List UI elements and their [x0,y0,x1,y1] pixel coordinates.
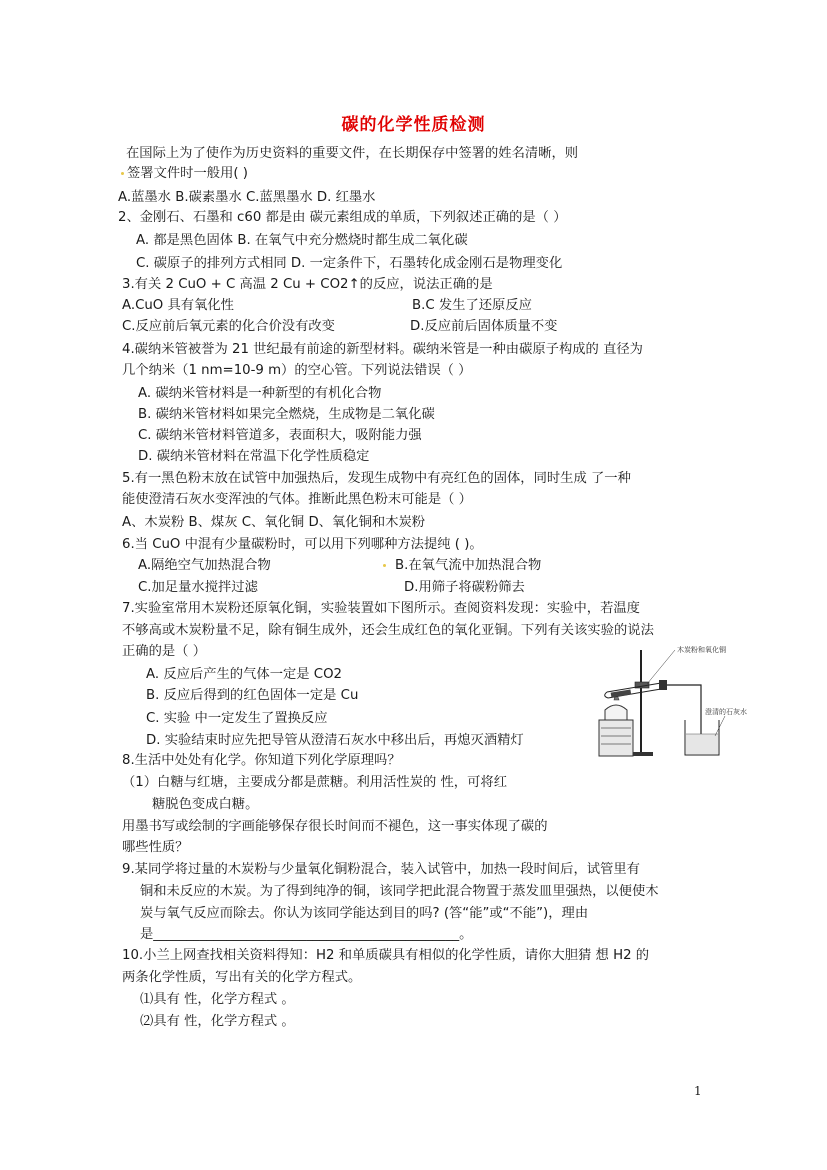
q8-part1-line1: （1）白糖与红塘，主要成分都是蔗糖。利用活性炭的 性，可将红 [122,775,507,790]
q6-option-d: D.用筛子将碳粉筛去 [404,580,525,595]
q9-answer-line: 是______________________________________________。 [140,927,473,942]
q5-stem-1: 5.有一黑色粉末放在试管中加强热后，发现生成物中有亮红色的固体，同时生成 了一种 [122,471,631,486]
q2-stem: 2、金刚石、石墨和 c60 都是由 碳元素组成的单质，下列叙述正确的是（ ） [118,210,567,225]
q7-stem-1: 7.实验室常用木炭粉还原氧化铜，实验装置如下图所示。查阅资料发现：实验中，若温度 [122,601,640,616]
q3-option-c: C.反应前后氧元素的化合价没有改变 [122,319,335,334]
q4-stem-2: 几个纳米（1 nm=10-9 m）的空心管。下列说法错误（ ） [122,363,472,378]
q8-part2-line2: 哪些性质？ [122,840,189,855]
q10-blank-1: ⑴具有 性，化学方程式 。 [140,992,295,1007]
apparatus-diagram [597,642,775,760]
intro-line-2: 签署文件时一般用( ) [118,164,248,184]
q1-options: A.蓝墨水 B.碳素墨水 C.蓝黑墨水 D. 红墨水 [118,190,376,205]
q4-option-a: A. 碳纳米管材料是一种新型的有机化合物 [138,386,382,401]
alcohol-lamp [605,705,627,720]
page-title: 碳的化学性质检测 [341,115,486,135]
q4-stem-1: 4.碳纳米管被誉为 21 世纪最有前途的新型材料。碳纳米管是一种由碳原子构成的 直径为 [122,342,643,357]
figure-label-right: 澄清的石灰水 [705,708,747,716]
q2-options-cd: C. 碳原子的排列方式相同 D. 一定条件下，石墨转化成金刚石是物理变化 [136,256,563,271]
q6-stem: 6.当 CuO 中混有少量碳粉时，可以用下列哪种方法提纯 ( )。 [122,537,483,552]
mark-dot [383,564,386,567]
q2-options-ab: A. 都是黑色固体 B. 在氧气中充分燃烧时都生成二氧化碳 [136,233,468,248]
q5-options: A、木炭粉 B、煤灰 C、氧化铜 D、氧化铜和木炭粉 [122,515,426,530]
q3-option-a: A.CuO 具有氧化性 [122,298,234,313]
q7-option-d: D. 实验结束时应先把导管从澄清石灰水中移出后，再熄灭酒精灯 [146,733,524,748]
mark-dot [121,172,124,175]
q3-stem: 3.有关 2 CuO + C 高温 2 Cu + CO2↑的反应，说法正确的是 [122,277,493,292]
q10-stem-1: 10.小兰上网查找相关资料得知：H2 和单质碳具有相似的化学性质，请你大胆猜 想 H2 的 [122,948,650,963]
page-number: 1 [694,1084,702,1098]
q8-stem: 8.生活中处处有化学。你知道下列化学原理吗？ [122,753,401,768]
apparatus-figure [597,642,775,760]
q4-option-d: D. 碳纳米管材料在常温下化学性质稳定 [138,449,370,464]
beaker [685,720,719,755]
q10-stem-2: 两条化学性质，写出有关的化学方程式。 [122,970,362,985]
q6-option-a: A.隔绝空气加热混合物 [138,558,271,573]
q4-option-c: C. 碳纳米管材料管道多，表面积大，吸附能力强 [138,428,422,443]
q7-stem-3: 正确的是（ ） [122,644,207,659]
q8-part1-line2: 糖脱色变成白糖。 [152,797,259,812]
q7-stem-2: 不够高或木炭粉量不足，除有铜生成外，还会生成红色的氧化亚铜。下列有关该实验的说法 [122,623,654,638]
q7-option-b: B. 反应后得到的红色固体一定是 Cu [146,688,359,703]
q7-option-c: C. 实验 中一定发生了置换反应 [146,711,328,726]
q8-part2-line1: 用墨书写或绘制的字画能够保存很长时间而不褪色，这一事实体现了碳的 [122,819,548,834]
q9-stem-3: 炭与氧气反应而除去。你认为该同学能达到目的吗? (答“能”或“不能”)，理由 [140,906,589,921]
q3-option-d: D.反应前后固体质量不变 [410,319,558,334]
q7-option-a: A. 反应后产生的气体一定是 CO2 [146,667,343,682]
delivery-tube [667,685,701,738]
figure-label-top: 木炭粉和氧化铜 [677,646,726,654]
q9-stem-1: 9.某同学将过量的木炭粉与少量氧化铜粉混合，装入试管中，加热一段时间后，试管里有 [122,862,640,877]
q9-stem-2: 铜和未反应的木炭。为了得到纯净的铜，该同学把此混合物置于蒸发皿里强热，以便使木 [140,884,659,899]
q3-option-b: B.C 发生了还原反应 [412,298,532,313]
q6-option-b: B.在氧气流中加热混合物 [380,556,541,576]
q5-stem-2: 能使澄清石灰水变浑浊的气体。推断此黑色粉末可能是（ ） [122,492,472,507]
intro-line-1: 在国际上为了使作为历史资料的重要文件，在长期保存中签署的姓名清晰，则 [126,146,579,161]
q4-option-b: B. 碳纳米管材料如果完全燃烧，生成物是二氧化碳 [138,407,435,422]
q6-option-c: C.加足量水搅拌过滤 [138,580,258,595]
q10-blank-2: ⑵具有 性，化学方程式 。 [140,1014,295,1029]
lamp-base [599,720,633,756]
